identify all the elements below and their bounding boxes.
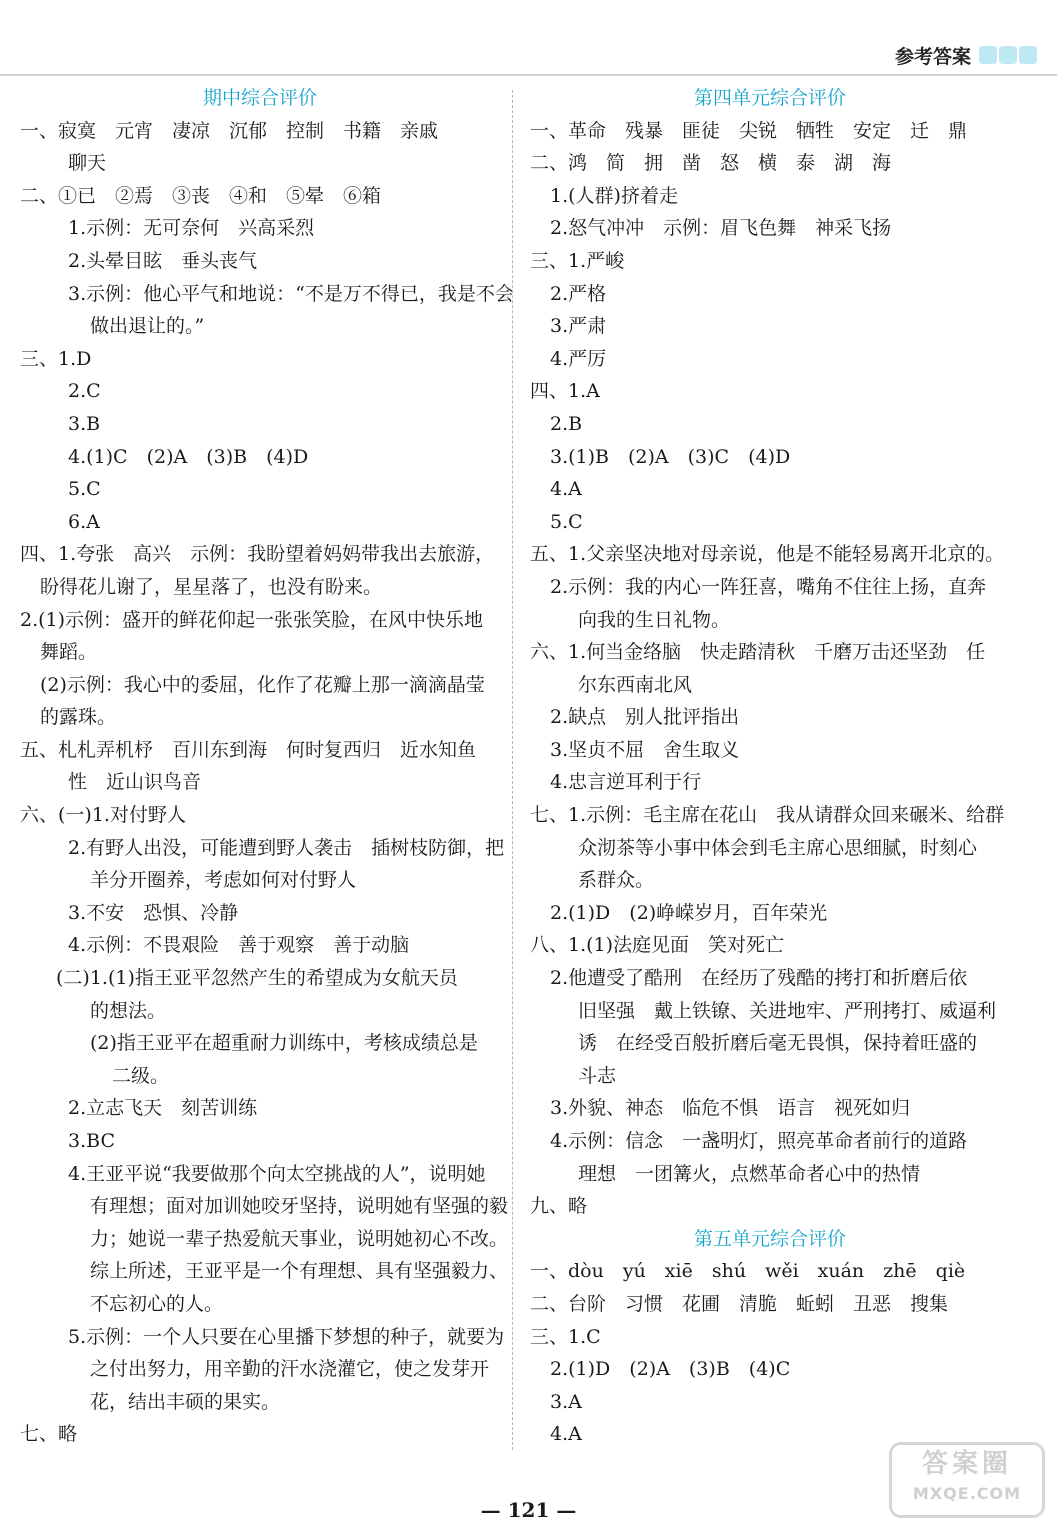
answer-line: 八、1.(1)法庭见面 笑对死亡 [530, 934, 785, 957]
answer-line: 2.有野人出没，可能遭到野人袭击 插树枝防御，把 [68, 836, 505, 859]
page-header [895, 38, 1037, 72]
header-title: 参考答案 [894, 45, 971, 68]
answer-line: 4.示例：不畏艰险 善于观察 善于动脑 [68, 934, 410, 957]
answer-line: 做出退让的。” [90, 315, 205, 338]
answer-line: 花，结出丰硕的果实。 [90, 1390, 281, 1413]
right-column [530, 82, 1010, 1451]
answer-line: 众沏茶等小事中体会到毛主席心思细腻，时刻心 [578, 836, 978, 859]
answer-line: 一、dòu yú xiē shú wěi xuán zhē qiè [530, 1260, 966, 1283]
answer-line: 4.严厉 [550, 347, 607, 370]
answer-line: 3.B [68, 412, 101, 435]
answer-line: 5.C [550, 510, 583, 533]
answer-line: 五、札札弄机杼 百川东到海 何时复西归 近水知鱼 [20, 738, 477, 761]
answer-line: 之付出努力，用辛勤的汗水浇灌它，使之发芽开 [90, 1358, 490, 1381]
answer-line: 4.A [550, 478, 582, 501]
answer-line: 2.(1)示例：盛开的鲜花仰起一张张笑脸，在风中快乐地 [20, 608, 484, 631]
page-number: — 121 — [480, 1498, 577, 1522]
answer-line: 4.(1)C (2)A (3)B (4)D [68, 445, 309, 468]
answer-line: 2.立志飞天 刻苦训练 [68, 1097, 258, 1120]
answer-line: 2.严格 [550, 282, 607, 305]
answer-line: 诱 在经受百般折磨后毫无畏惧，保持着旺盛的 [578, 1032, 978, 1055]
answer-line: 二、鸿 简 拥 凿 怒 横 泰 湖 海 [530, 152, 892, 175]
answer-line: 2.示例：我的内心一阵狂喜，嘴角不住往上扬，直奔 [550, 575, 987, 598]
answer-line: 三、1.严峻 [530, 249, 625, 272]
answer-line: 2.头晕目眩 垂头丧气 [68, 249, 258, 272]
answer-line: 三、1.C [530, 1325, 601, 1348]
answer-line: (2)示例：我心中的委屈，化作了花瓣上那一滴滴晶莹 [40, 673, 485, 696]
answer-line: 理想 一团篝火，点燃革命者心中的热情 [578, 1162, 921, 1185]
answer-line: 有理想；面对加训她咬牙坚持，说明她有坚强的毅 [90, 1195, 509, 1218]
answer-line: 三、1.D [20, 347, 92, 370]
answer-line: 2.(1)D (2)峥嵘岁月，百年荣光 [550, 901, 828, 924]
answer-line: 盼得花儿谢了，星星落了，也没有盼来。 [40, 575, 383, 598]
answer-line: 4.忠言逆耳利于行 [550, 771, 702, 794]
answer-line: 2.缺点 别人批评指出 [550, 706, 740, 729]
answer-line: 3.(1)B (2)A (3)C (4)D [550, 445, 791, 468]
answer-line: 五、1.父亲坚决地对母亲说，他是不能轻易离开北京的。 [530, 543, 1005, 566]
answer-line: 性 近山识鸟音 [68, 771, 202, 794]
answer-line: 2.B [550, 412, 583, 435]
answer-line: 不忘初心的人。 [90, 1292, 224, 1315]
watermark-logo [889, 1442, 1045, 1518]
answer-line: 一、寂寞 元宵 凄凉 沉郁 控制 书籍 亲戚 [20, 119, 439, 142]
answer-line: 向我的生日礼物。 [578, 608, 731, 631]
answer-line: 3.示例：他心平气和地说：“不是万不得已，我是不会 [68, 282, 514, 305]
answer-line: 3.严肃 [550, 315, 607, 338]
header-divider [0, 74, 1057, 76]
answer-line: 尔东西南北风 [578, 673, 693, 696]
answer-line: 3.A [550, 1390, 582, 1413]
answer-line: 四、1.夸张 高兴 示例：我盼望着妈妈带我出去旅游， [20, 543, 495, 566]
answer-line: 3.BC [68, 1130, 115, 1152]
answer-line: (2)指王亚平在超重耐力训练中，考核成绩总是 [90, 1032, 478, 1055]
answer-line: 5.C [68, 478, 101, 501]
answer-line: 二级。 [112, 1064, 170, 1087]
answer-line: 1.(人群)挤着走 [550, 184, 678, 207]
answer-line: 2.怒气冲冲 示例：眉飞色舞 神采飞扬 [550, 217, 892, 240]
answer-line: 斗志 [578, 1064, 617, 1087]
answer-line: 的想法。 [90, 999, 167, 1022]
answer-line: 旧坚强 戴上铁镣、关进地牢、严刑拷打、威逼利 [578, 999, 997, 1022]
answer-line: 羊分开圈养，考虑如何对付野人 [90, 869, 357, 892]
answer-line: 六、1.何当金络脑 快走踏清秋 千磨万击还坚劲 任 [530, 641, 986, 664]
answer-line: 3.坚贞不屈 舍生取义 [550, 738, 740, 761]
answer-line: 四、1.A [530, 380, 600, 403]
section-title: 第五单元综合评价 [693, 1227, 846, 1250]
watermark-top-text: 答案圈 [921, 1449, 1012, 1479]
answer-line: 3.外貌、神态 临危不惧 语言 视死如归 [550, 1097, 911, 1120]
answer-line: 七、1.示例：毛主席在花山 我从请群众回来碾米、给群 [530, 804, 1005, 827]
section-title: 期中综合评价 [202, 87, 317, 109]
answer-line: 2.他遭受了酷刑 在经历了残酷的拷打和折磨后依 [550, 967, 968, 990]
answer-line: 5.示例：一个人只要在心里播下梦想的种子，就要为 [68, 1325, 505, 1348]
answer-line: 二、①已 ②焉 ③丧 ④和 ⑤晕 ⑥箱 [20, 184, 382, 207]
answer-line: 4.示例：信念 一盏明灯，照亮革命者前行的道路 [550, 1130, 968, 1152]
answer-line: 舞蹈。 [40, 641, 98, 664]
answer-line: 的露珠。 [40, 706, 117, 729]
answer-line: 4.王亚平说“我要做那个向太空挑战的人”，说明她 [68, 1162, 486, 1185]
answer-line: 1.示例：无可奈何 兴高采烈 [68, 217, 315, 240]
answer-line: 聊天 [68, 152, 107, 175]
answer-line: 力；她说一辈子热爱航天事业，说明她初心不改。 [90, 1227, 509, 1250]
left-column [20, 82, 514, 1451]
answer-line: 七、略 [20, 1423, 78, 1446]
answer-line: (二)1.(1)指王亚平忽然产生的希望成为女航天员 [56, 967, 458, 990]
answer-line: 2.C [68, 380, 101, 403]
column-divider [512, 90, 513, 1450]
watermark-bottom-text: MXQE.COM [912, 1484, 1022, 1503]
answer-line: 4.A [550, 1423, 582, 1446]
header-decoration-icon [979, 46, 1037, 64]
answer-line: 六、(一)1.对付野人 [20, 804, 186, 827]
answer-line: 综上所述，王亚平是一个有理想、具有坚强毅力、 [90, 1260, 509, 1283]
answer-line: 系群众。 [578, 869, 655, 892]
answer-line: 九、略 [530, 1195, 588, 1218]
answer-line: 2.(1)D (2)A (3)B (4)C [550, 1358, 791, 1381]
answer-line: 一、革命 残暴 匪徒 尖锐 牺牲 安定 迁 鼎 [530, 119, 968, 142]
answer-line: 6.A [68, 510, 100, 533]
answer-line: 二、台阶 习惯 花圃 清脆 蚯蚓 丑恶 搜集 [530, 1292, 949, 1315]
answer-line: 3.不安 恐惧、冷静 [68, 901, 239, 924]
section-title: 第四单元综合评价 [693, 87, 846, 109]
